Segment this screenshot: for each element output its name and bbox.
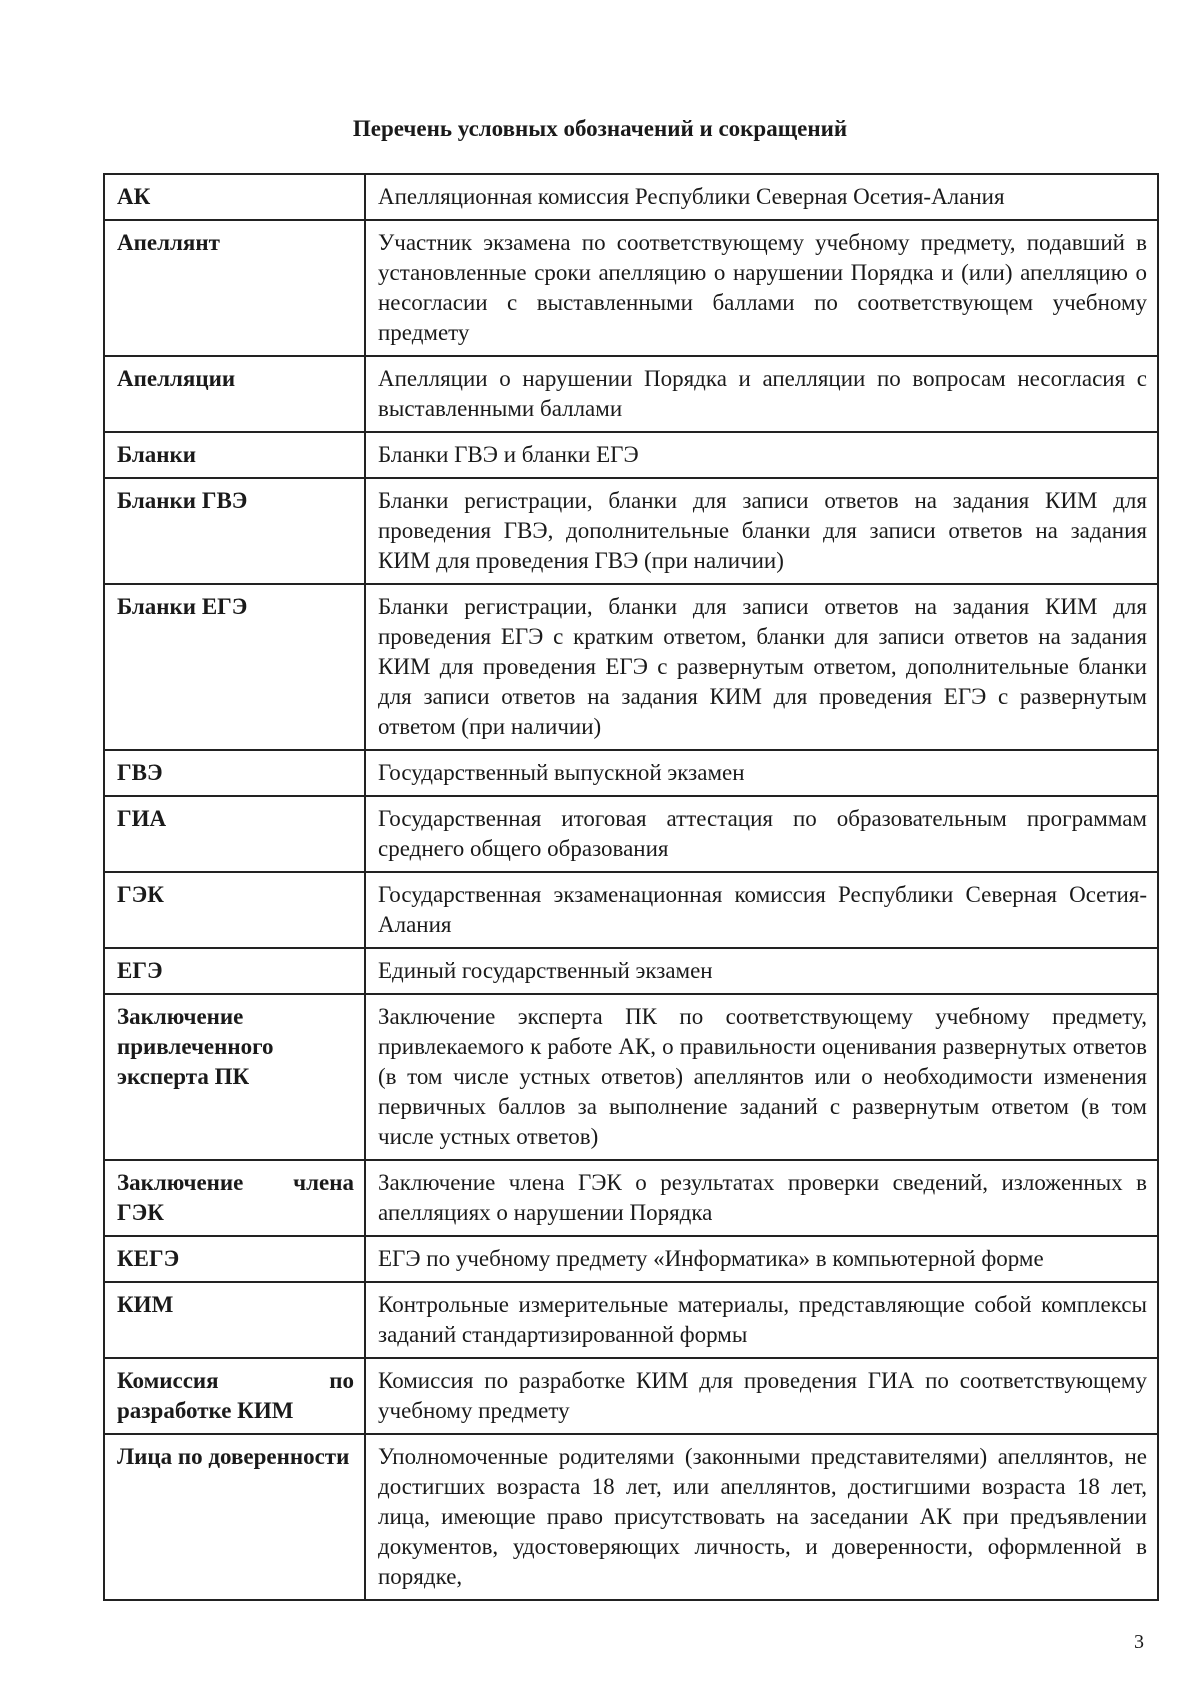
table-row	[104, 1434, 1158, 1600]
page-title: Перечень условных обозначений и сокращений	[352, 116, 848, 141]
definition-cell: Бланки регистрации, бланки для записи ответов на задания КИМ для проведения ЕГЭ с кратким ответом, бланки для записи ответов на задания КИМ для проведения ЕГЭ с развернутым ответом, дополнительные бланки для записи ответов на задания КИМ для проведения ЕГЭ с развернутым ответом (при наличии)	[365, 584, 1158, 750]
table-row	[104, 948, 1158, 994]
definition-cell: Комиссия по разработке КИМ для проведения ГИА по соответствующему учебному предмету	[365, 1358, 1158, 1434]
term-cell: АК	[104, 174, 365, 220]
term-cell: Апеллянт	[104, 220, 365, 356]
table-row	[104, 174, 1158, 220]
table-row	[104, 478, 1158, 584]
table-row	[104, 1160, 1158, 1236]
table-row	[104, 750, 1158, 796]
table-row	[104, 872, 1158, 948]
term-cell: КИМ	[104, 1282, 365, 1358]
table-row	[104, 1282, 1158, 1358]
definition-cell: Уполномоченные родителями (законными представителями) апеллянтов, не достигших возраста 18 лет, или апеллянтов, достигшими возраста 18 лет, лица, имеющие право присутствовать на заседании АК при предъявлении документов, удостоверяющих личность, и доверенности, оформленной в порядке,	[365, 1434, 1158, 1600]
term-cell: Апелляции	[104, 356, 365, 432]
table-row	[104, 356, 1158, 432]
definition-cell: Заключение члена ГЭК о результатах проверки сведений, изложенных в апелляциях о нарушении Порядка	[365, 1160, 1158, 1236]
abbreviations-table	[103, 173, 1159, 1601]
term-cell: Бланки	[104, 432, 365, 478]
term-cell: ЕГЭ	[104, 948, 365, 994]
table-row	[104, 220, 1158, 356]
definition-cell: Заключение эксперта ПК по соответствующему учебному предмету, привлекаемого к работе АК, о правильности оценивания развернутых ответов (в том числе устных ответов) апеллянтов или о необходимости изменения первичных баллов за выполнение заданий с развернутым ответом (в том числе устных ответов)	[365, 994, 1158, 1160]
term-cell: Бланки ГВЭ	[104, 478, 365, 584]
definition-cell: Контрольные измерительные материалы, представляющие собой комплексы заданий стандартизированной формы	[365, 1282, 1158, 1358]
definition-cell: Государственный выпускной экзамен	[365, 750, 1158, 796]
definition-cell: Апелляционная комиссия Республики Северная Осетия-Алания	[365, 174, 1158, 220]
definition-cell: Участник экзамена по соответствующему учебному предмету, подавший в установленные сроки апелляцию о нарушении Порядка и (или) апелляцию о несогласии с выставленными баллами по соответствующем учебному предмету	[365, 220, 1158, 356]
term-cell: Лица по доверенности	[104, 1434, 365, 1600]
term-cell: Комиссия по разработке КИМ	[104, 1358, 365, 1434]
definition-cell: Бланки ГВЭ и бланки ЕГЭ	[365, 432, 1158, 478]
term-cell: Заключение привлеченного эксперта ПК	[104, 994, 365, 1160]
definition-cell: Государственная экзаменационная комиссия Республики Северная Осетия-Алания	[365, 872, 1158, 948]
table-row	[104, 1236, 1158, 1282]
definition-cell: Единый государственный экзамен	[365, 948, 1158, 994]
table-row	[104, 994, 1158, 1160]
term-cell: Бланки ЕГЭ	[104, 584, 365, 750]
term-cell: КЕГЭ	[104, 1236, 365, 1282]
term-cell: ГВЭ	[104, 750, 365, 796]
table-row	[104, 432, 1158, 478]
page-number: 3	[1134, 1631, 1144, 1653]
table-row	[104, 796, 1158, 872]
definition-cell: Бланки регистрации, бланки для записи ответов на задания КИМ для проведения ГВЭ, дополнительные бланки для записи ответов на задания КИМ для проведения ГВЭ (при наличии)	[365, 478, 1158, 584]
definition-cell: Государственная итоговая аттестация по образовательным программам среднего общего образования	[365, 796, 1158, 872]
table-row	[104, 584, 1158, 750]
table-row	[104, 1358, 1158, 1434]
term-cell: Заключение члена ГЭК	[104, 1160, 365, 1236]
definition-cell: Апелляции о нарушении Порядка и апелляции по вопросам несогласия с выставленными баллами	[365, 356, 1158, 432]
term-cell: ГИА	[104, 796, 365, 872]
term-cell: ГЭК	[104, 872, 365, 948]
definition-cell: ЕГЭ по учебному предмету «Информатика» в компьютерной форме	[365, 1236, 1158, 1282]
